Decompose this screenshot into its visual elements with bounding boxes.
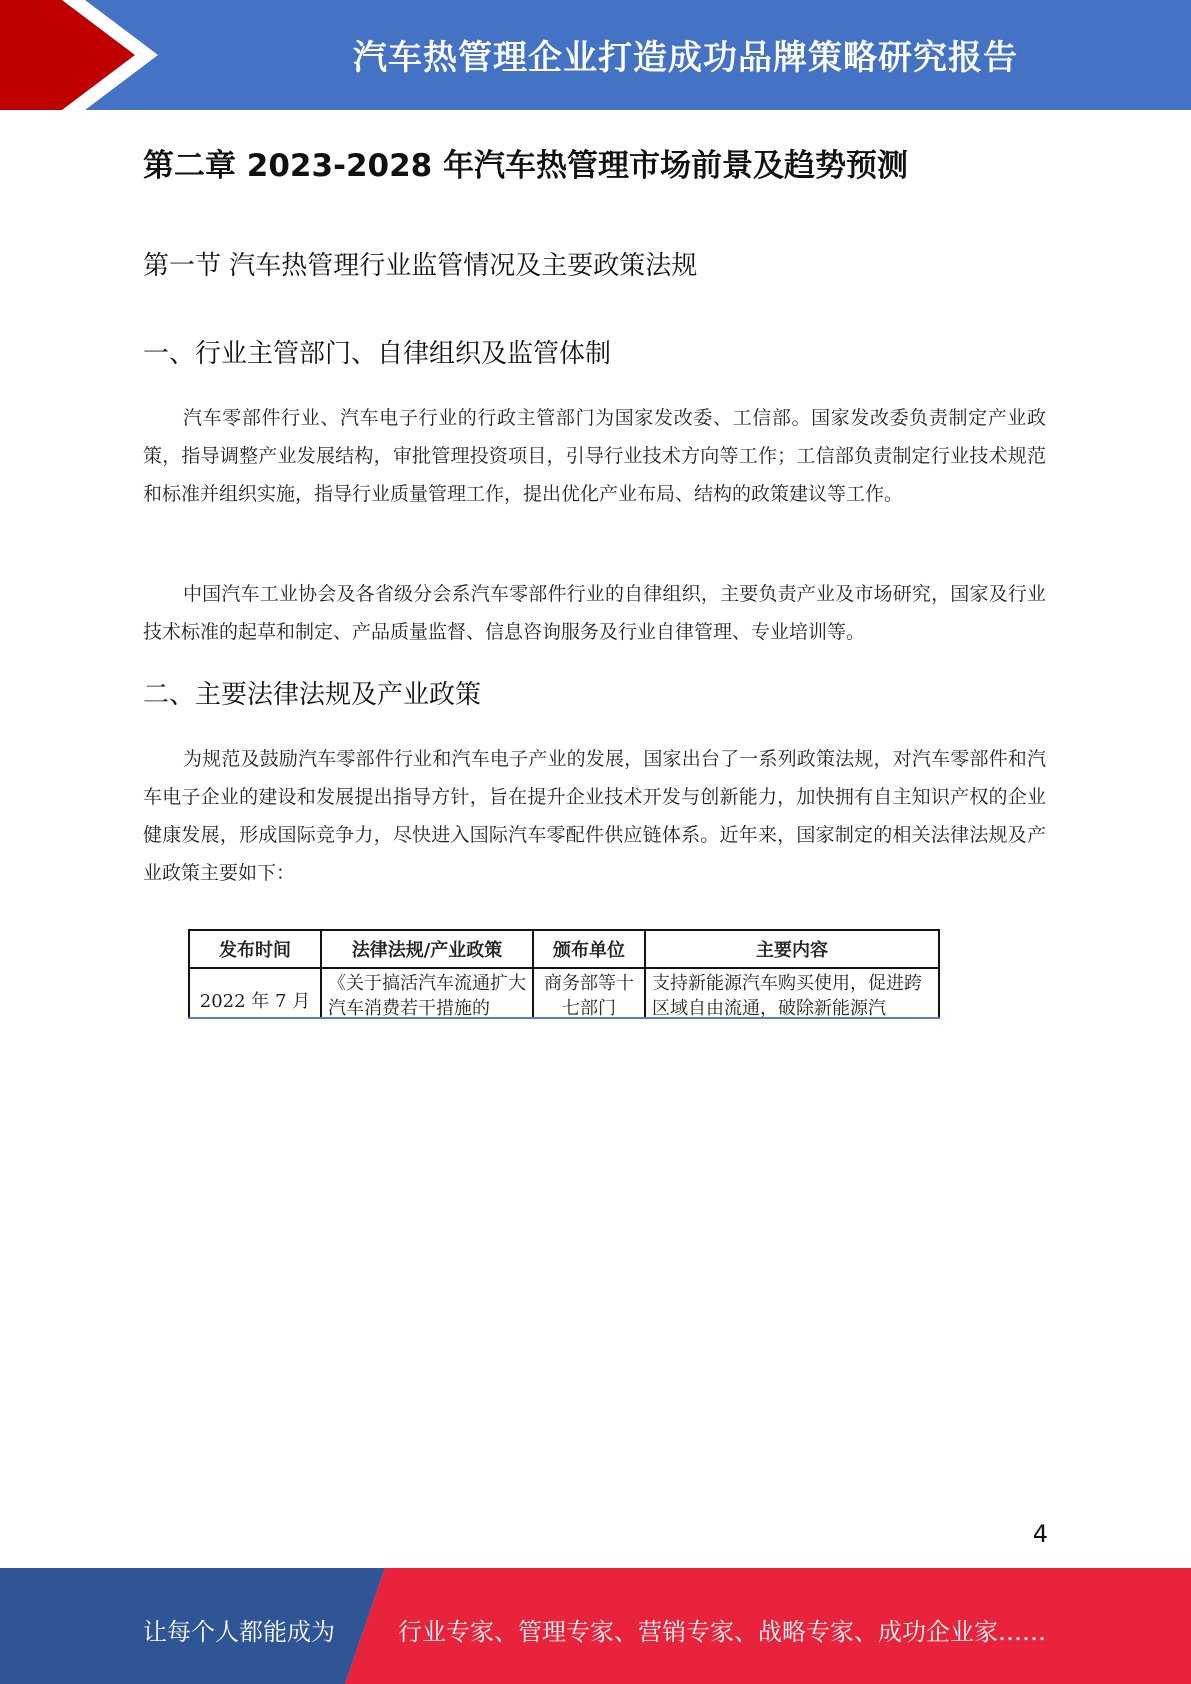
paragraph-policies: 为规范及鼓励汽车零部件行业和汽车电子产业的发展，国家出台了一系列政策法规，对汽车零部件和汽车电子企业的建设和发展提出指导方针，旨在提升企业技术开发与创新能力，加快拥有自主知识产权的企业健康发展，形成国际竞争力，尽快进入国际汽车零配件供应链体系。近年来，国家制定的相关法律法规及产业政策主要如下： [143,748,1046,884]
subsection-heading-2: 二、主要法律法规及产业政策 [143,680,482,710]
column-header-content: 主要内容 [645,930,939,968]
page-number: 4 [1032,1520,1048,1548]
chapter-title: 第二章 2023-2028 年汽车热管理市场前景及趋势预测 [143,148,909,184]
cell-content: 支持新能源汽车购买使用，促进跨区域自由流通，破除新能源汽 [645,968,939,1019]
page-header [0,0,1191,110]
table-header-row [189,930,939,968]
page-footer [0,1568,1191,1684]
subsection-heading-1: 一、行业主管部门、自律组织及监管体制 [143,339,612,369]
header-arrow-decoration [0,0,200,110]
policy-table-container [188,929,940,1019]
footer-slogan-right: 行业专家、管理专家、营销专家、战略专家、成功企业家…… [398,1618,1046,1646]
column-header-policy: 法律法规/产业政策 [321,930,533,968]
report-title: 汽车热管理企业打造成功品牌策略研究报告 [353,38,1018,78]
paragraph-self-regulation: 中国汽车工业协会及各省级分会系汽车零部件行业的自律组织，主要负责产业及市场研究，国家及行业技术标准的起草和制定、产品质量监督、信息咨询服务及行业自律管理、专业培训等。 [143,583,1046,643]
paragraph-regulators: 汽车零部件行业、汽车电子行业的行政主管部门为国家发改委、工信部。国家发改委负责制定产业政策，指导调整产业发展结构，审批管理投资项目，引导行业技术方向等工作；工信部负责制定行业技术规范和标准并组织实施，指导行业质量管理工作，提出优化产业布局、结构的政策建议等工作。 [143,407,1046,505]
cell-date: 2022 年 7 月 [189,968,321,1019]
section-title: 第一节 汽车热管理行业监管情况及主要政策法规 [143,251,698,281]
column-header-date: 发布时间 [189,930,321,968]
column-header-unit: 颁布单位 [533,930,645,968]
cell-unit: 商务部等十七部门 [533,968,645,1019]
policy-table [188,929,940,1019]
table-row [189,968,939,1019]
cell-policy: 《关于搞活汽车流通扩大汽车消费若干措施的 [321,968,533,1019]
footer-slogan-left: 让每个人都能成为 [143,1618,335,1646]
